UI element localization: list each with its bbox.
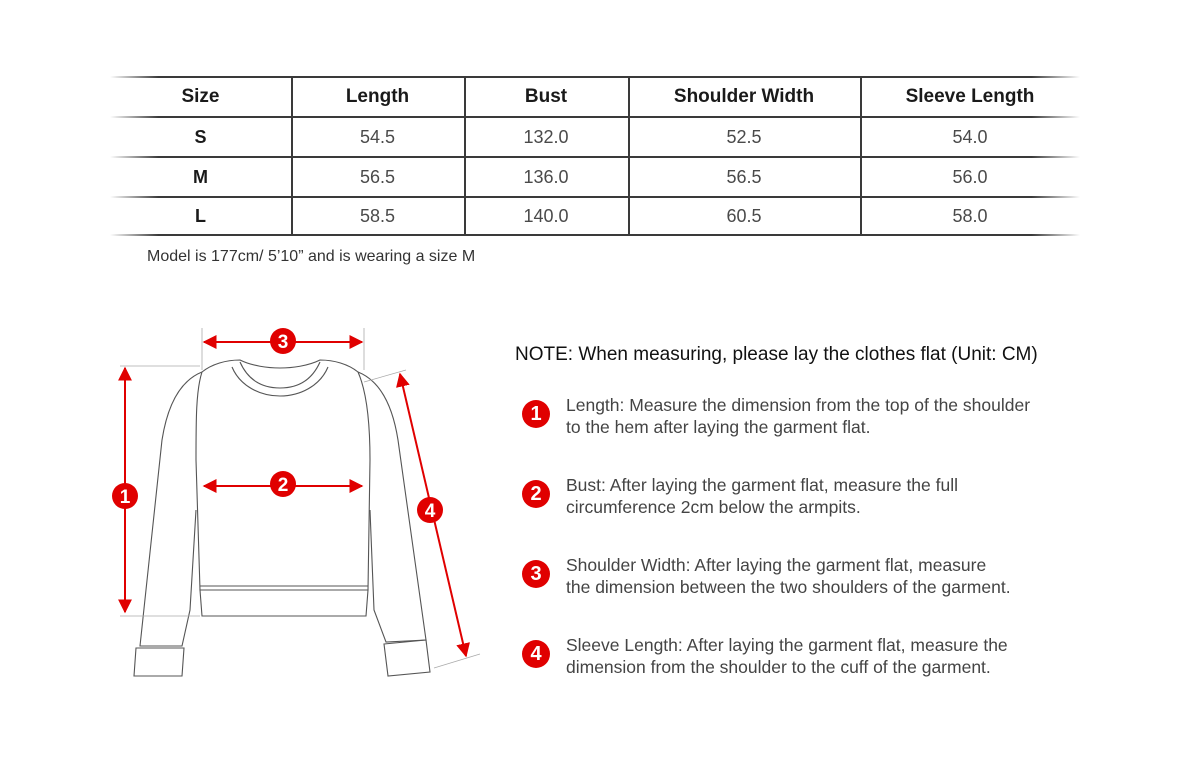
size-cell: M bbox=[193, 166, 208, 187]
note-line: the dimension between the two shoulders of the garment. bbox=[566, 577, 1011, 597]
header-bust: Bust bbox=[524, 86, 568, 107]
note-number-badge: 3 bbox=[522, 560, 550, 588]
marker-1 bbox=[112, 483, 138, 509]
marker-2 bbox=[270, 471, 296, 497]
size-cell: L bbox=[195, 205, 206, 226]
table-row bbox=[110, 196, 1080, 236]
note-line: Bust: After laying the garment flat, measure the full bbox=[566, 475, 959, 495]
svg-text:3: 3 bbox=[277, 332, 289, 353]
note-number-badge: 1 bbox=[522, 400, 550, 428]
header-sleeve-length: Sleeve Length bbox=[905, 86, 1035, 107]
note-number-badge: 2 bbox=[522, 480, 550, 508]
header-size: Size bbox=[181, 86, 220, 107]
note-text bbox=[566, 554, 1126, 598]
table-row bbox=[110, 117, 1080, 157]
note-text bbox=[566, 474, 1126, 518]
header-length: Length bbox=[345, 86, 410, 107]
svg-text:1: 1 bbox=[119, 487, 131, 508]
svg-text:2: 2 bbox=[277, 475, 289, 496]
note-title: NOTE: When measuring, please lay the clothes flat (Unit: CM) bbox=[515, 344, 1038, 365]
sweater-diagram bbox=[100, 310, 500, 690]
note-line: Shoulder Width: After laying the garment flat, measure bbox=[566, 555, 987, 575]
sweater-outline bbox=[134, 360, 430, 676]
note-line: dimension from the shoulder to the cuff of the garment. bbox=[566, 657, 991, 677]
sleeve-cell: 58.0 bbox=[952, 205, 988, 226]
note-line: to the hem after laying the garment flat. bbox=[566, 417, 871, 437]
note-text bbox=[566, 394, 1126, 438]
shoulder-cell: 56.5 bbox=[726, 166, 762, 187]
sleeve-cell: 54.0 bbox=[952, 126, 988, 147]
shoulder-cell: 52.5 bbox=[726, 126, 762, 147]
shoulder-cell: 60.5 bbox=[726, 205, 762, 226]
note-line: Sleeve Length: After laying the garment flat, measure the bbox=[566, 635, 1008, 655]
marker-4 bbox=[417, 497, 443, 523]
sleeve-cell: 56.0 bbox=[952, 166, 988, 187]
note-text bbox=[566, 634, 1126, 678]
length-cell: 54.5 bbox=[359, 126, 396, 147]
note-line: circumference 2cm below the armpits. bbox=[566, 497, 861, 517]
model-note: Model is 177cm/ 5’10” and is wearing a size M bbox=[147, 248, 476, 265]
bust-cell: 132.0 bbox=[523, 126, 569, 147]
length-cell: 58.5 bbox=[359, 205, 396, 226]
bust-cell: 136.0 bbox=[523, 166, 569, 187]
svg-text:4: 4 bbox=[424, 501, 436, 522]
table-header-row bbox=[110, 77, 1080, 117]
bust-cell: 140.0 bbox=[523, 205, 569, 226]
header-shoulder-width: Shoulder Width bbox=[673, 86, 815, 107]
marker-3 bbox=[270, 328, 296, 354]
length-cell: 56.5 bbox=[359, 166, 396, 187]
table-row bbox=[110, 157, 1080, 197]
note-line: Length: Measure the dimension from the top of the shoulder bbox=[566, 395, 1031, 415]
note-number-badge: 4 bbox=[522, 640, 550, 668]
size-cell: S bbox=[194, 126, 207, 147]
